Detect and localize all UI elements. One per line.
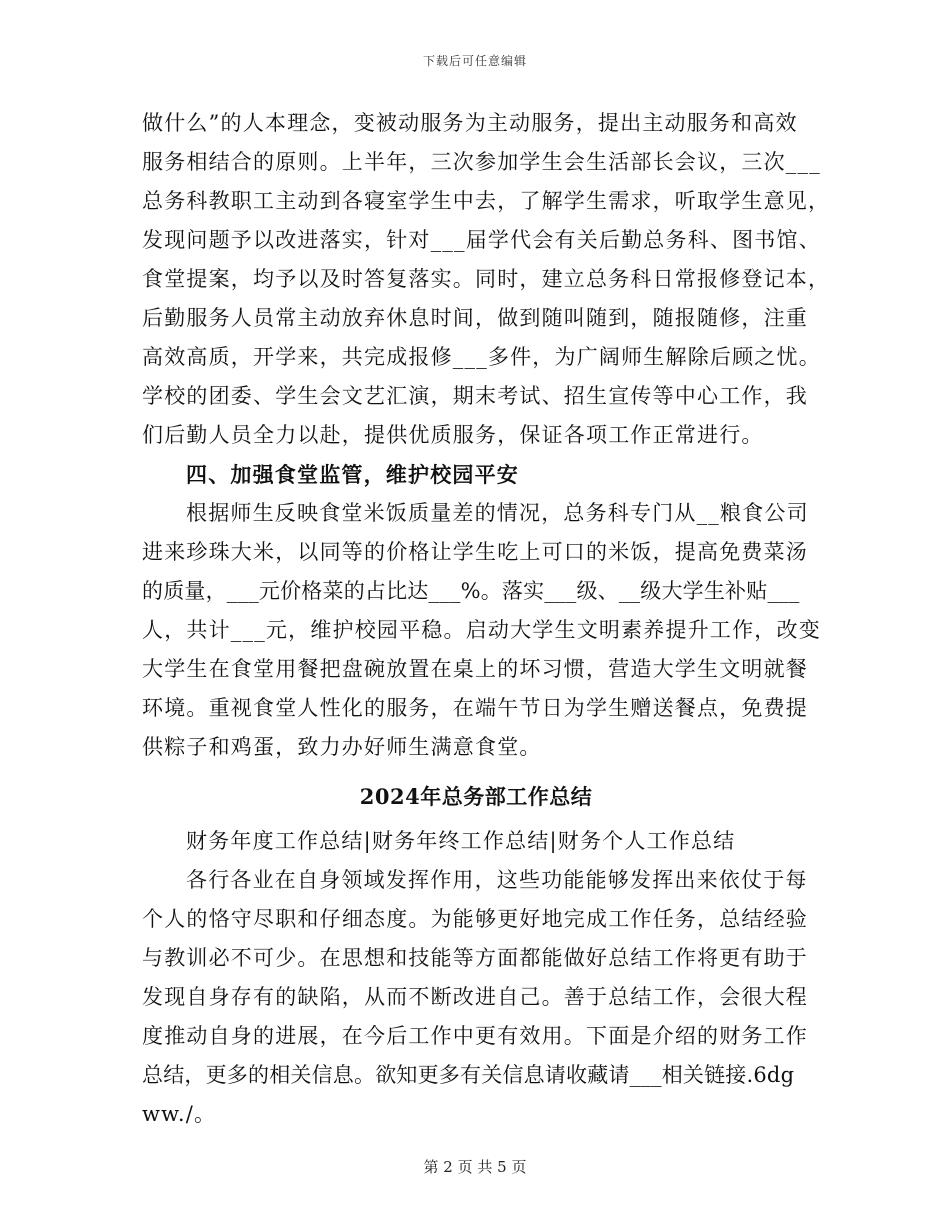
text-line: 个人的恪守尽职和仔细态度。为能够更好地完成工作任务，总结经验 xyxy=(142,907,808,931)
text-line: 供粽子和鸡蛋，致力办好师生满意食堂。 xyxy=(142,735,542,759)
text-line: 做什么”的人本理念，变被动服务为主动服务，提出主动服务和高效 xyxy=(142,111,798,135)
text-line: 总务科教职工主动到各寝室学生中去，了解学生需求，听取学生意见， xyxy=(142,189,831,213)
text-line: 大学生在食堂用餐把盘碗放置在桌上的坏习惯，营造大学生文明就餐 xyxy=(142,657,808,681)
text-line: 高效高质，开学来，共完成报修___多件，为广阔师生解除后顾之忧。 xyxy=(142,345,821,369)
text-line: 的质量，___元价格菜的占比达___%。落实___级、__级大学生补贴___ xyxy=(142,579,800,603)
text-line: 后勤服务人员常主动放弃休息时间，做到随叫随到，随报随修，注重 xyxy=(142,306,808,330)
text-line: 发现问题予以改进落实，针对___届学代会有关后勤总务科、图书馆、 xyxy=(142,228,821,252)
text-line: 学校的团委、学生会文艺汇演，期末考试、招生宣传等中心工作，我 xyxy=(142,384,808,408)
paragraph-summary xyxy=(142,861,810,1134)
text-line: 各行各业在自身领域发挥作用，这些功能能够发挥出来依仗于每 xyxy=(186,868,808,892)
text-line: 根据师生反映食堂米饭质量差的情况，总务科专门从__粮食公司 xyxy=(186,501,809,525)
document-title: 2024年总务部工作总结 xyxy=(359,784,593,809)
page-header: 下载后可任意编辑 xyxy=(422,54,527,68)
text-line: 服务相结合的原则。上半年，三次参加学生会生活部长会议，三次___ xyxy=(142,150,821,174)
text-line: 们后勤人员全力以赴，提供优质服务，保证各项工作正常进行。 xyxy=(142,423,764,447)
text-line: 人，共计___元，维护校园平稳。启动大学生文明素养提升工作，改变 xyxy=(142,618,821,642)
text-line: 度推动自身的进展，在今后工作中更有效用。下面是介绍的财务工作 xyxy=(142,1024,808,1048)
related-links-line: 财务年度工作总结|财务年终工作总结|财务个人工作总结 xyxy=(186,829,736,853)
section-heading: 四、加强食堂监管，维护校园平安 xyxy=(186,462,519,487)
text-line: 进来珍珠大米，以同等的价格让学生吃上可口的米饭，提高免费菜汤 xyxy=(142,540,808,564)
text-line: 环境。重视食堂人性化的服务，在端午节日为学生赠送餐点，免费提 xyxy=(142,696,808,720)
paragraph-canteen xyxy=(142,494,821,767)
text-line: ww./。 xyxy=(142,1102,217,1126)
text-line: 食堂提案，均予以及时答复落实。同时，建立总务科日常报修登记本， xyxy=(142,267,831,291)
document-body xyxy=(142,104,831,1134)
text-line: 与教训必不可少。在思想和技能等方面都能做好总结工作将更有助于 xyxy=(142,946,808,970)
paragraph-services xyxy=(142,104,831,455)
page-number: 第 2 页 共 5 页 xyxy=(423,1158,527,1176)
text-line: 总结，更多的相关信息。欲知更多有关信息请收藏请___相关链接.6dg xyxy=(142,1063,795,1087)
text-line: 发现自身存有的缺陷，从而不断改进自己。善于总结工作，会很大程 xyxy=(142,985,808,1009)
